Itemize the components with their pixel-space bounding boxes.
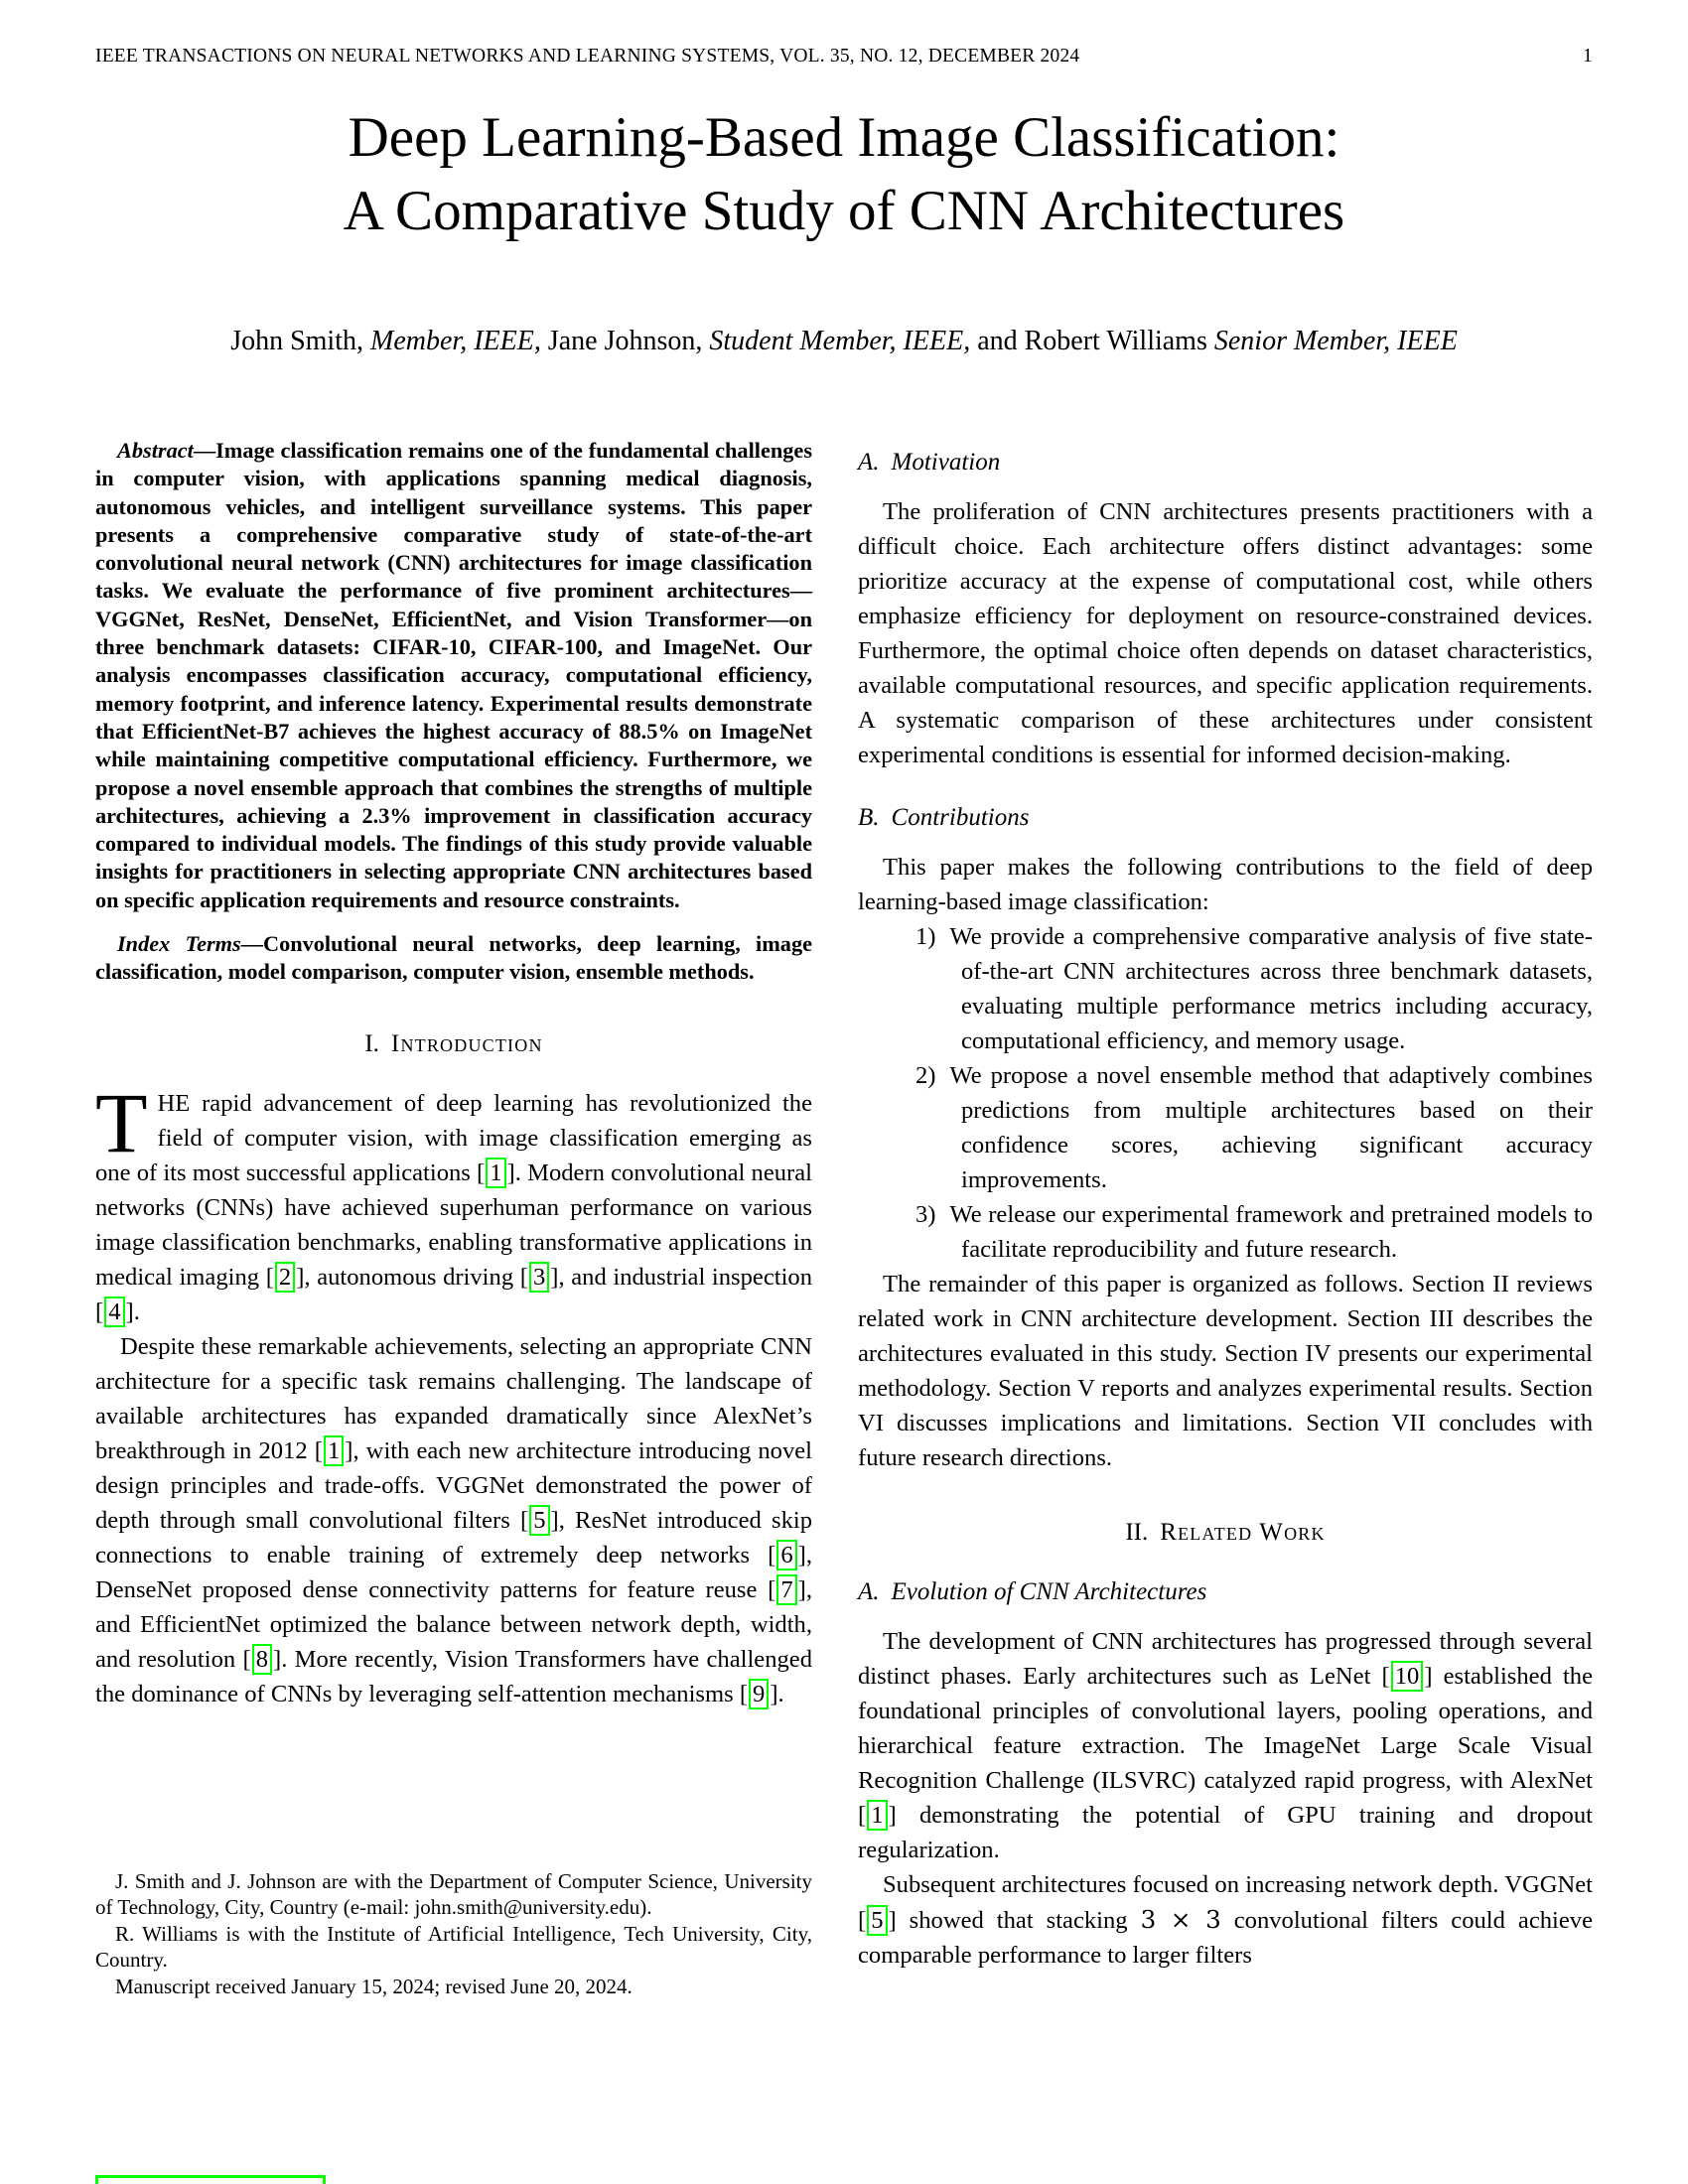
- list-item-text: We provide a comprehensive comparative analysis of five state-of-the-art CNN architectures across three benchmark datasets, evaluating multiple performance metrics including accuracy, computational efficiency, and memory usage.: [949, 923, 1593, 1054]
- citation-link[interactable]: [ 2 ]: [265, 1263, 305, 1291]
- citation-link[interactable]: [ 1 ]: [858, 1802, 897, 1829]
- list-item-marker: 1): [915, 923, 936, 950]
- paper-title-line-1: Deep Learning-Based Image Classification:: [348, 106, 1340, 169]
- drop-cap: T: [95, 1074, 148, 1170]
- citation-link[interactable]: [ 3 ]: [519, 1263, 559, 1291]
- section-number: I.: [364, 1029, 379, 1057]
- affiliation-note-1: J. Smith and J. Johnson are with the Department of Computer Science, University of Technology, City, Country (e-mail: john.smith@university.edu).: [95, 1868, 812, 1919]
- subsection-heading-evolution: [858, 1578, 1593, 1606]
- citation-number[interactable]: 2: [275, 1262, 295, 1293]
- citation-number[interactable]: 9: [749, 1679, 769, 1709]
- list-item-text: We propose a novel ensemble method that adaptively combines predictions from multiple architectures based on their confidence scores, achieving significant accuracy improvements.: [949, 1062, 1593, 1193]
- citation-link[interactable]: [ 9 ]: [739, 1680, 778, 1707]
- paper-title: [0, 101, 1688, 248]
- authors-line: John Smith, Member, IEEE, Jane Johnson, Student Member, IEEE, and Robert Williams Senior Member, IEEE: [230, 326, 1458, 356]
- subsection-heading-motivation: [858, 449, 1593, 477]
- page-number: 1: [1583, 46, 1593, 67]
- two-column-body: [95, 437, 1593, 1999]
- contributions-intro: This paper makes the following contributions to the field of deep learning-based image classification:: [858, 854, 1593, 915]
- citation-number[interactable]: 6: [776, 1540, 796, 1570]
- citation-link[interactable]: [ 4 ]: [95, 1297, 134, 1325]
- section-heading-related-work: [858, 1519, 1593, 1547]
- citation-number[interactable]: 1: [486, 1158, 505, 1188]
- citation-number[interactable]: 1: [867, 1800, 887, 1831]
- author-footnote: [95, 1868, 812, 2000]
- section-number: II.: [1125, 1519, 1149, 1546]
- citation-number[interactable]: 3: [529, 1262, 549, 1293]
- list-item-marker: 3): [915, 1201, 936, 1228]
- index-terms: Index Terms—Convolutional neural networks, deep learning, image classification, model comparison, computer vision, ensemble methods.: [95, 931, 813, 985]
- citation-link[interactable]: [ 1 ]: [314, 1436, 353, 1464]
- section-title: Introduction: [390, 1029, 543, 1057]
- contributions-list: [858, 919, 1593, 1267]
- list-item-text: We release our experimental framework and pretrained models to facilitate reproducibility and future research.: [949, 1201, 1593, 1263]
- intro-paragraph-2: Despite these remarkable achievements, selecting an appropriate CNN architecture for a specific task remains challenging. The landscape of available architectures has expanded dramatically since AlexNet’s breakthrough in 2012 [ 1 ], with each new architecture introducing novel design principles and trade-offs. VGGNet demonstrated the power of depth through small convolutional filters [ 5 ], ResNet introduced skip connections to enable training of extremely deep networks [ 6 ], DenseNet proposed dense connectivity patterns for feature reuse [ 7 ], and EfficientNet optimized the balance between network depth, width, and resolution [ 8 ]. More recently, Vision Transformers have challenged the dominance of CNNs by leveraging self-attention mechanisms [ 9 ].: [95, 1332, 813, 1707]
- page-header: [95, 46, 1593, 68]
- subsection-number: A.: [858, 1578, 880, 1605]
- citation-link[interactable]: [ 10 ]: [1381, 1663, 1433, 1690]
- affiliation-note-2: R. Williams is with the Institute of Artificial Intelligence, Tech University, City, Country.: [95, 1921, 812, 1972]
- subsection-heading-contributions: [858, 804, 1593, 832]
- right-column: [858, 437, 1593, 1999]
- left-column: [95, 437, 812, 1999]
- citation-link[interactable]: [ 5 ]: [520, 1506, 559, 1534]
- evolution-paragraph-2: Subsequent architectures focused on increasing network depth. VGGNet [ 5 ] showed that stacking 3 × 3 convolutional filters could achieve comparable performance to larger filters: [858, 1871, 1593, 1969]
- citation-number[interactable]: 5: [529, 1505, 549, 1536]
- list-item-marker: 2): [915, 1062, 936, 1089]
- citation-link[interactable]: [ 5 ]: [858, 1907, 897, 1934]
- citation-number[interactable]: 1: [324, 1435, 344, 1466]
- evolution-paragraph-1: The development of CNN architectures has progressed through several distinct phases. Early architectures such as LeNet [ 10 ] established the foundational principles of convolutional layers, pooling operations, and hierarchical feature extraction. The ImageNet Large Scale Visual Recognition Challenge (ILSVRC) catalyzed rapid progress, with AlexNet [ 1 ] demonstrating the potential of GPU training and dropout regularization.: [858, 1628, 1593, 1863]
- subsection-title: Evolution of CNN Architectures: [891, 1578, 1207, 1605]
- intro-paragraph-1-text: HE rapid advancement of deep learning has revolutionized the field of computer vision, with image classification emerging as one of its most successful applications [ 1 ]. Modern convolutional neural networks (CNNs) have achieved superhuman performance on various image classification benchmarks, enabling transformative applications in medical imaging [ 2 ], autonomous driving [ 3 ], and industrial inspection [ 4 ].: [95, 1089, 812, 1325]
- subsection-title: Motivation: [891, 449, 1001, 476]
- clipped-link-box: [95, 2175, 326, 2184]
- citation-link[interactable]: [ 8 ]: [242, 1645, 282, 1673]
- section-heading-introduction: [95, 1030, 812, 1058]
- abstract: Abstract—Image classification remains one of the fundamental challenges in computer vision, with applications spanning medical diagnosis, autonomous vehicles, and intelligent surveillance systems. This paper presents a comprehensive comparative study of state-of-the-art convolutional neural network (CNN) architectures for image classification tasks. We evaluate the performance of five prominent architectures—VGGNet, ResNet, DenseNet, EfficientNet, and Vision Transformer—on three benchmark datasets: CIFAR-10, CIFAR-100, and ImageNet. Our analysis encompasses classification accuracy, computational efficiency, memory footprint, and inference latency. Experimental results demonstrate that EfficientNet-B7 achieves the highest accuracy of 88.5% on ImageNet while maintaining competitive computational efficiency. Furthermore, we propose a novel ensemble approach that combines the strengths of multiple architectures, achieving a 2.3% improvement in classification accuracy compared to individual models. The findings of this study provide valuable insights for practitioners in selecting appropriate CNN architectures based on specific application requirements and resource constraints.: [95, 438, 812, 912]
- citation-number[interactable]: 8: [252, 1644, 272, 1675]
- subsection-number: A.: [858, 449, 880, 476]
- citation-link[interactable]: [ 7 ]: [768, 1575, 806, 1603]
- list-item: [858, 1058, 1593, 1197]
- running-head: IEEE TRANSACTIONS ON NEURAL NETWORKS AND LEARNING SYSTEMS, VOL. 35, NO. 12, DECEMBER 2024: [95, 46, 1080, 67]
- subsection-number: B.: [858, 804, 880, 831]
- citation-link[interactable]: [ 6 ]: [768, 1541, 806, 1569]
- motivation-paragraph: The proliferation of CNN architectures presents practitioners with a difficult choice. Each architecture offers distinct advantages: some prioritize accuracy at the expense of computational cost, while others emphasize efficiency for deployment on resource-constrained devices. Furthermore, the optimal choice often depends on dataset characteristics, available computational resources, and specific application requirements. A systematic comparison of these architectures under consistent experimental conditions is essential for informed decision-making.: [858, 498, 1593, 768]
- list-item: [858, 1197, 1593, 1267]
- organization-paragraph: The remainder of this paper is organized as follows. Section II reviews related work in CNN architecture development. Section III describes the architectures evaluated in this study. Section IV presents our experimental methodology. Section V reports and analyzes experimental results. Section VI discusses implications and limitations. Section VII concludes with future research directions.: [858, 1271, 1593, 1471]
- intro-paragraph-1: [95, 1074, 812, 1329]
- citation-number[interactable]: 5: [867, 1905, 887, 1936]
- citation-number[interactable]: 10: [1391, 1661, 1424, 1692]
- citation-link[interactable]: [ 1 ]: [477, 1159, 515, 1186]
- section-title: Related Work: [1160, 1519, 1326, 1546]
- list-item: [858, 919, 1593, 1058]
- subsection-title: Contributions: [891, 804, 1030, 831]
- citation-number[interactable]: 4: [104, 1297, 124, 1327]
- paper-title-line-2: A Comparative Study of CNN Architectures: [343, 180, 1345, 242]
- citation-number[interactable]: 7: [776, 1574, 796, 1605]
- manuscript-note: Manuscript received January 15, 2024; revised June 20, 2024.: [115, 1974, 633, 1998]
